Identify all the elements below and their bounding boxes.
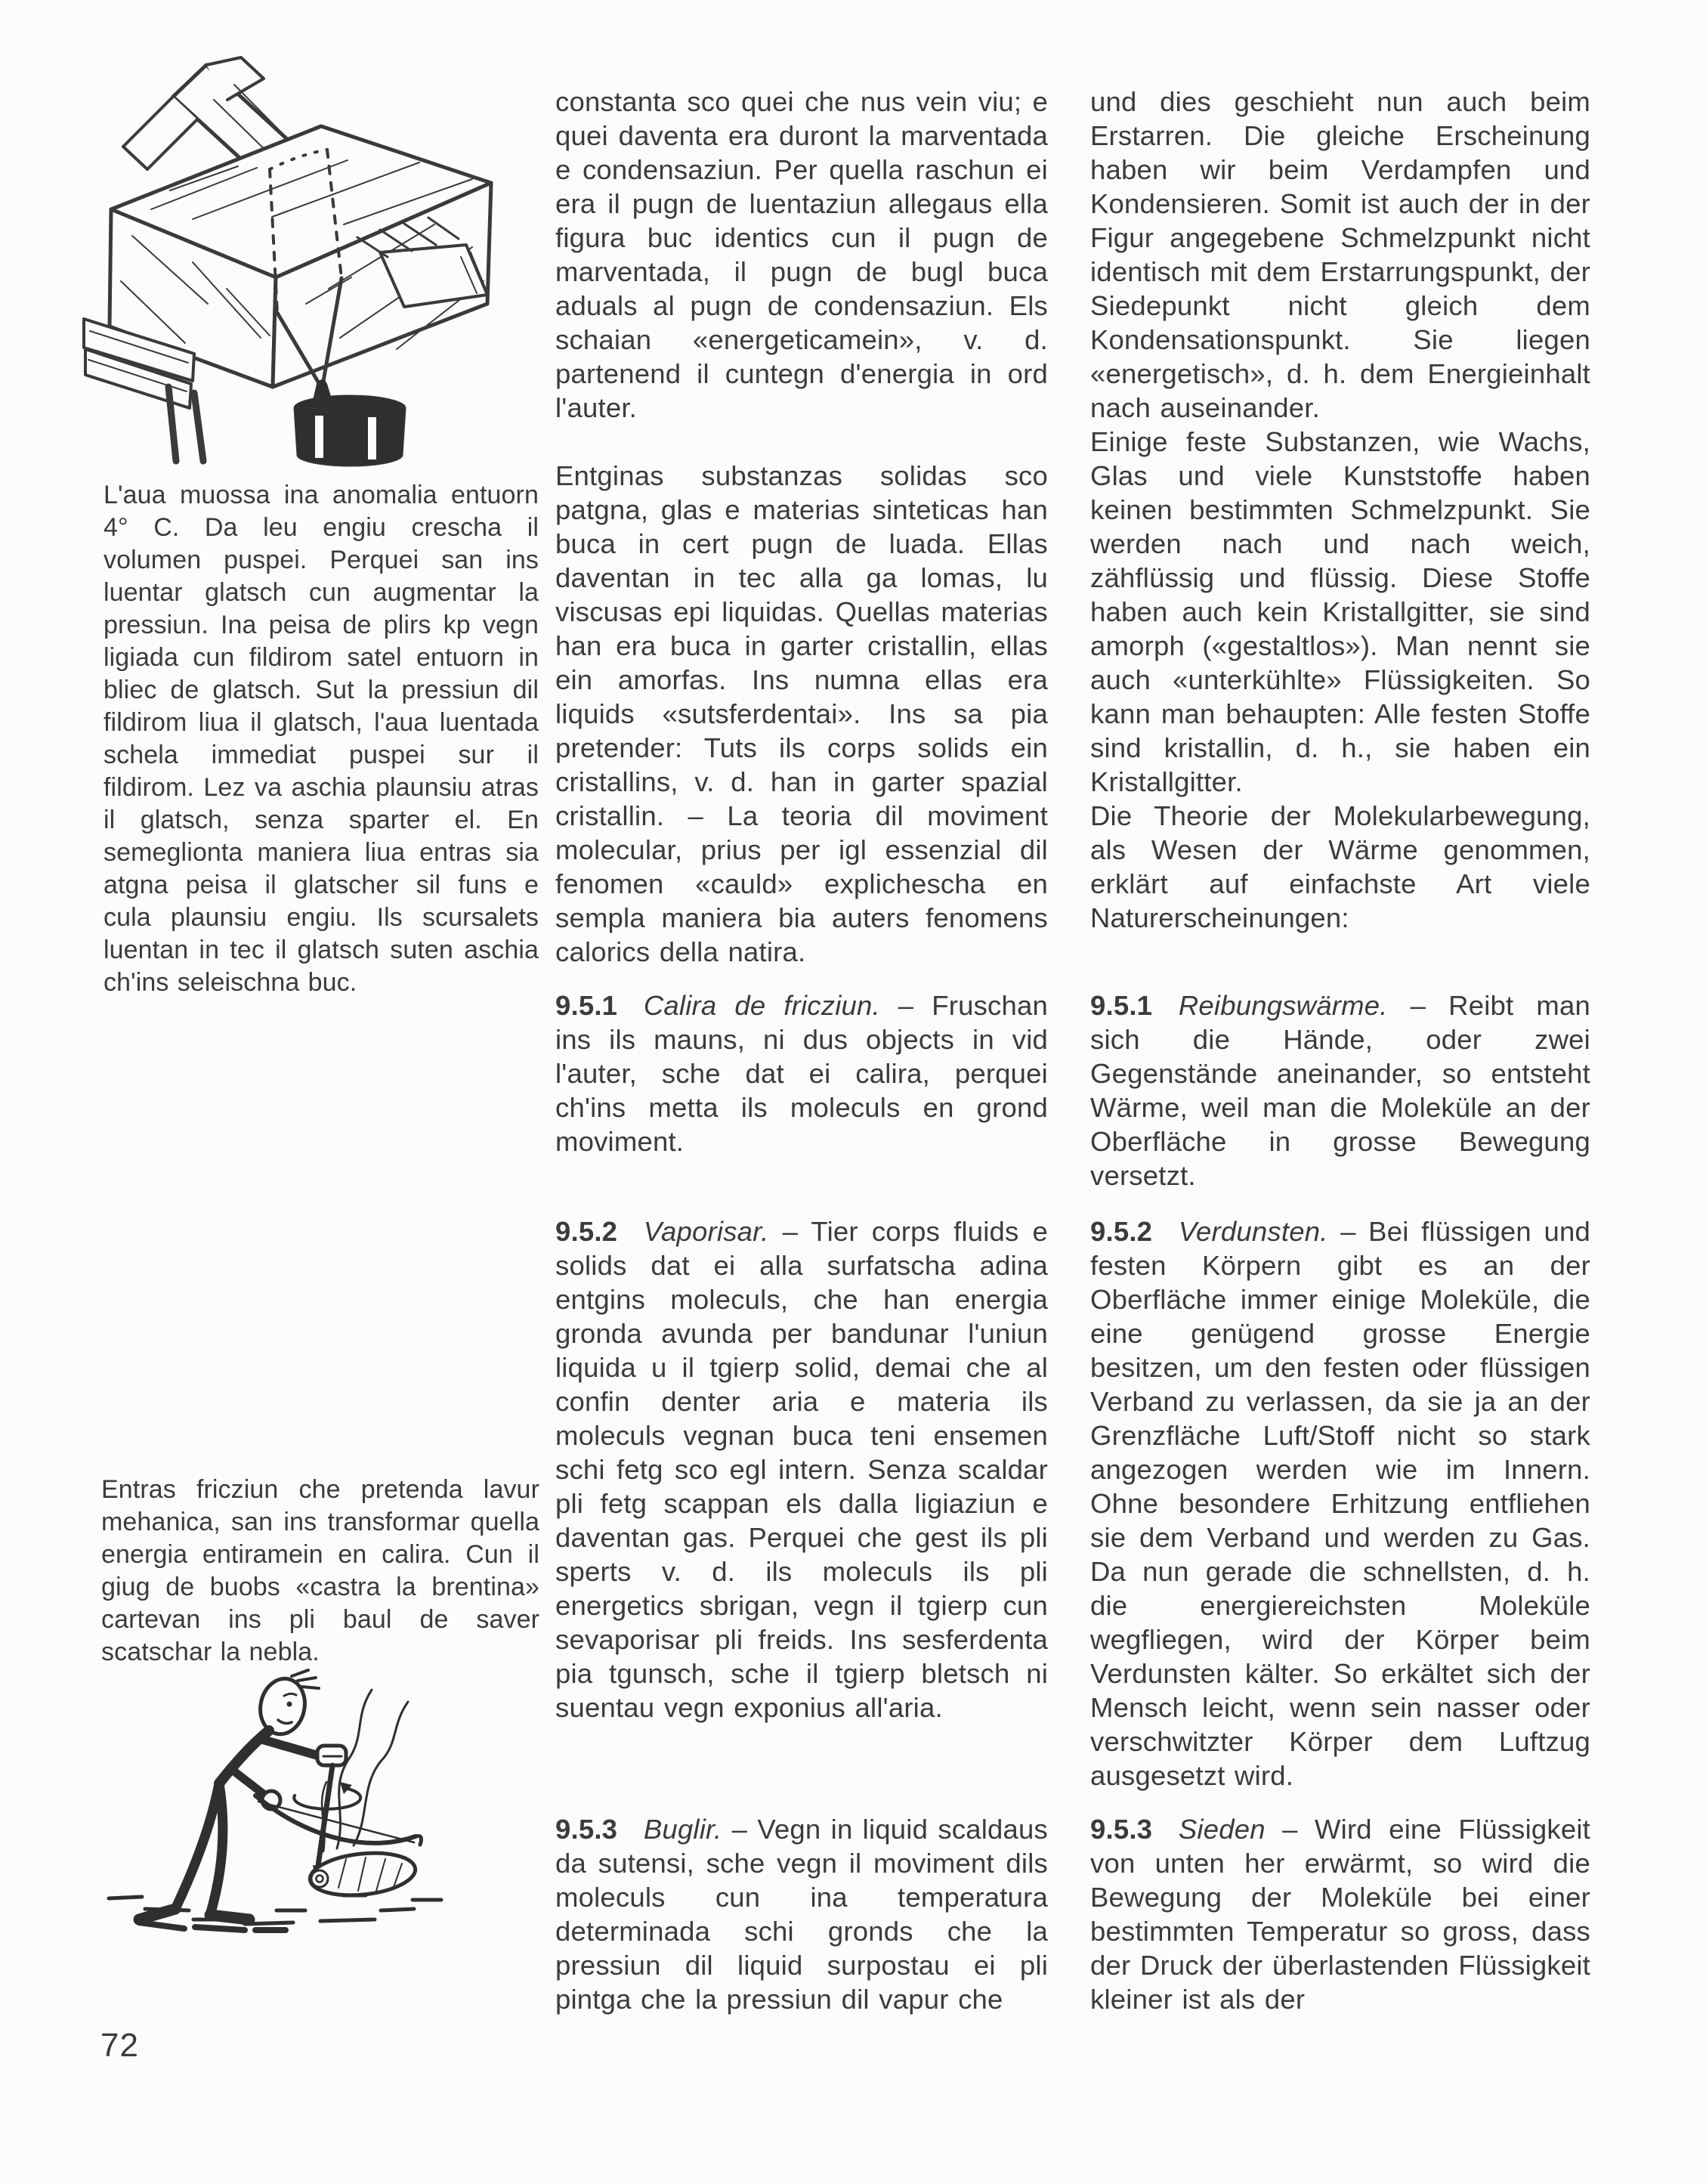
middle-section-9.5.3 — [555, 1812, 1048, 2016]
right-section-9.5.2 — [1090, 1214, 1590, 1793]
right-paragraph-2: Einige feste Substanzen, wie Wachs, Glas und viele Kunststoffe haben keinen bestimmten Schmelzpunkt. Sie werden nach und nach weich, zähflüssig und flüssig. Diese Stoffe haben auch kein Kristallgitter, sie sind amorph («gestaltlos»). Man nennt sie auch «unterkühlte» Flüssigkeiten. So kann man behaupten: Alle festen Stoffe sind kristallin, d. h., sie haben ein Kristallgitter. — [1090, 426, 1590, 797]
right-column-intro — [1090, 85, 1590, 935]
section-body: – Vegn in liquid scaldaus da sutensi, sche vegn il moviment dils moleculs cun ina temperatura determinada schi gronds che la pressiun dil liquid surpostau ei pli pintga che la pressiun dil vapur che — [555, 1814, 1049, 2015]
section-number: 9.5.1 — [1090, 990, 1153, 1021]
section-title: Verdunsten. — [1178, 1216, 1328, 1247]
bow-drill-stick-figure-illustration — [97, 1669, 490, 1933]
right-paragraph-1: und dies geschieht nun auch beim Erstarren. Die gleiche Erscheinung haben wir beim Verdampfen und Kondensieren. Somit ist auch der in der Figur angegebene Schmelzpunkt nicht identisch mit dem Erstarrungspunkt, der Siedepunkt nicht gleich dem Kondensationspunkt. Sie liegen «energetisch», d. h. dem Energieinhalt nach auseinander. — [1090, 86, 1590, 423]
figure1-caption: L'aua muossa ina anomalia entuorn 4° C. Da leu engiu crescha il volumen puspei. Perquei san ins luentar glatsch cun augmentar la pressiun. Ina peisa de plirs kp vegn ligiada cun fildirom satel entuorn in bliec de glatsch. Sut la pressiun dil fildirom liua il glatsch, l'aua luentada schela immediat puspei sur il fildirom. Lez va aschia plaunsiu atras il glatsch, senza sparter el. En semeglionta maniera liua entras sia atgna peisa il glatscher sil funs e cula plaunsiu engiu. Ils scursalets luentan in tec il glatsch suten aschia ch'ins seleischna buc. — [104, 481, 539, 997]
right-section-9.5.3 — [1090, 1812, 1590, 2016]
section-body: – Bei flüssigen und festen Körpern gibt es an der Oberfläche immer einige Moleküle, die eine genügend grosse Energie besitzen, um den festen oder flüssigen Verband zu verlassen, da sie ja an der Grenzfläche Luft/Stoff nicht so stark angezogen werden wie im Innern. Ohne besondere Erhitzung entfliehen sie dem Verband und werden zu Gas. Da nun gerade die schnellsten, d. h. die energiereichsten Moleküle wegfliegen, wird der Körper beim Verdunsten kälter. So erkältet sich der Mensch leicht, wenn sein nasser oder verschwitzter Körper dem Luftzug ausgesetzt wird. — [1090, 1216, 1590, 1791]
section-body: – Wird eine Flüssigkeit von unten her erwärmt, so wird die Bewegung der Moleküle bei einer bestimmten Temperatur so gross, dass der Druck der überlastenden Flüssigkeit kleiner ist als der — [1090, 1814, 1591, 2015]
section-body: – Tier corps fluids e solids dat ei alla surfatscha adina entgins moleculs, che han energia gronda avunda per bandunar l'uniun liquida u il tgierp solid, demai che al confin denter aria e materia ils moleculs vegnan buca teni ensemen schi fetg sco egl intern. Senza scaldar pli fetg scappan els dalla ligiaziun e daventan gas. Perquei che gest ils pli sperts v. d. ils moleculs ils pli energetics sbrigan, vegn il tgierp cun sevaporisar pli freids. Ins sesferdenta pia tgunsch, sche il tgierp bletsch ni suentau vegn exponius all'aria. — [555, 1216, 1049, 1723]
middle-section-9.5.1 — [555, 988, 1048, 1159]
section-number: 9.5.2 — [555, 1216, 618, 1247]
middle-column-intro — [555, 85, 1048, 969]
right-paragraph-3: Die Theorie der Molekularbewegung, als Wesen der Wärme genommen, erklärt auf einfachste Art viele Naturerscheinungen: — [1090, 800, 1590, 933]
section-number: 9.5.3 — [1090, 1814, 1153, 1845]
section-number: 9.5.1 — [555, 990, 618, 1021]
section-number: 9.5.2 — [1090, 1216, 1153, 1247]
section-title: Sieden — [1178, 1814, 1266, 1845]
section-number: 9.5.3 — [555, 1814, 618, 1845]
page-number: 72 — [100, 2027, 139, 2064]
section-body: – Reibt man sich die Hände, oder zwei Gegenstände aneinander, so entsteht Wärme, weil man die Moleküle an der Oberfläche in grosse Bewegung versetzt. — [1090, 990, 1590, 1191]
section-title: Buglir. — [643, 1814, 722, 1845]
stick-figure — [139, 1670, 320, 1920]
log — [308, 1848, 418, 1900]
right-section-9.5.1 — [1090, 988, 1590, 1193]
middle-paragraph-1: constanta sco quei che nus vein viu; e quei daventa era duront la marventada e condensaziun. Per quella raschun ei era il pugn de luentaziun allegaus ella figura buc identics cun il pugn de marventada, il pugn de bugl buca aduals al pugn de condensaziun. Els schaian «energeticamein», v. d. partenend il cuntegn d'energia in ord l'auter. — [555, 86, 1048, 423]
smoke — [322, 1690, 408, 1851]
middle-section-9.5.2 — [555, 1214, 1048, 1725]
section-title: Vaporisar. — [643, 1216, 769, 1247]
weight — [294, 379, 406, 466]
ice-block-wire-weight-illustration — [79, 54, 540, 474]
section-title: Reibungswärme. — [1178, 990, 1388, 1021]
figure2-caption: Entras fricziun che pretenda lavur mehanica, san ins transformar quella energia entiramein en calira. Cun il giug de buobs «castra la brentina» cartevan ins pli baul de saver scatschar la nebla. — [101, 1475, 539, 1666]
middle-paragraph-2: Entginas substanzas solidas sco patgna, glas e materias sinteticas han buca in cert pugn de luada. Ellas daventan in tec alla ga lomas, lu viscusas epi liquidas. Quellas materias han era buca in garter cristallin, ellas ein amorfas. Ins numna ellas era liquids «sutsferdentai». Ins sa pia pretender: Tuts ils corps solids ein cristallins, v. d. han in garter spazial cristallin. – La teoria dil moviment molecular, prius per igl essenzial dil fenomen «cauld» explichescha en sempla maniera bia auters fenomens calorics della natira. — [555, 460, 1048, 967]
section-title: Calira de fricziun. — [643, 990, 880, 1021]
section-body: – Fruschan ins ils mauns, ni dus objects in vid l'auter, sche dat ei calira, perquei ch'ins metta ils moleculs en grond moviment. — [555, 990, 1048, 1157]
